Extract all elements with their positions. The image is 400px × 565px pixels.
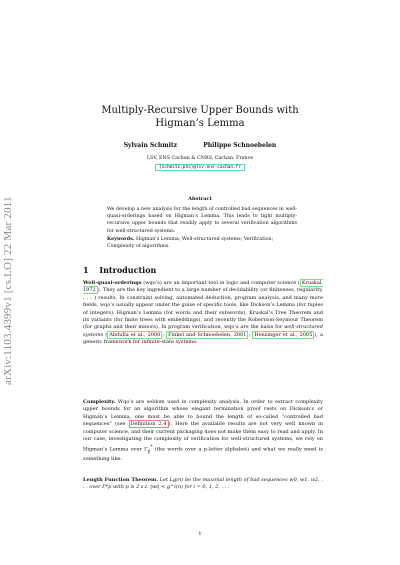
para2-lead: Complexity. xyxy=(83,399,116,405)
para1-text-6: ), a generic framework for infinite-state systems. xyxy=(83,331,323,346)
page-number: 1 xyxy=(198,531,202,537)
para2-text-2: ). Here the available results are not very well known in computer science, and their current packaging does not make them easy to read and apply. In our case, investigating the complexity of verification for well-structured systems, we rely on Higman’s Lemma over Γ xyxy=(83,421,323,454)
email-row xyxy=(0,164,400,171)
para1-text-2: ). They are the key ingredient to a large number of decidability (or finiteness, regularity, . . . ) results. In constraint solving, automated deduction, program analysis, and many more fields, wqo’s usually appear under the guise of specific tools, like Dickson’s Lemma (for tuples of integers), Higman’s Lemma (for words and their subwords), Kruskal’s Tree Theorem and its variants (for finite trees with embeddings), and recently the Robertson-Seymour Theorem (for graphs and their minors). In program verification, wqo’s are the basis for xyxy=(83,287,323,331)
theorem-heading: Length Function Theorem. xyxy=(83,477,159,483)
arxiv-identifier: arXiv:1103.4399v1 [cs.LO] 22 Mar 2011 xyxy=(2,196,14,385)
citation-henzinger[interactable]: Henzinger et al., 2005 xyxy=(254,331,313,338)
abstract-heading: Abstract xyxy=(188,196,212,202)
para2-sub: p xyxy=(147,449,151,455)
author-2: Philippe Schnoebelen xyxy=(203,142,277,149)
theorem-body: Let Lg(n) be the maximal length of bad sequences w0, w1, w2, . . . over Γ*p with p ≥ 2 s.t. |wi| < g^i(n) for i = 0, 1, 2, . . . xyxy=(83,477,324,491)
section-heading xyxy=(83,265,156,275)
para2-sup: * xyxy=(150,444,153,450)
author-1: Sylvain Schmitz xyxy=(123,142,178,149)
citation-finkel[interactable]: Finkel and Schnoebelen, 2001 xyxy=(168,331,247,338)
keywords xyxy=(107,236,297,250)
author-list xyxy=(0,142,400,149)
theorem-block xyxy=(83,477,323,492)
para2-text-3: (the words over a p-letter alphabet) and what we really need is something like: xyxy=(83,447,323,462)
para1-text-5: ; xyxy=(248,331,253,338)
title-line-2: Higman’s Lemma xyxy=(155,118,245,129)
para2-text-1: Wqo’s are seldom used in complexity analysis. In order to extract complexity upper bounds for an algorithm whose elegant termination proof rests on Dickson’s or Higman’s Lemma, one must be able to bound the length of so-called “controlled bad sequences” (see xyxy=(83,399,323,428)
para1-lead: Well-quasi-orderings xyxy=(83,280,142,286)
para1-text-3: ( xyxy=(103,331,108,338)
paper-title xyxy=(0,104,400,130)
title-line-1: Multiply-Recursive Upper Bounds with xyxy=(101,105,299,116)
citation-kruskal[interactable]: Kruskal, 1972 xyxy=(83,280,323,294)
paragraph-complexity xyxy=(83,399,323,463)
ref-definition[interactable]: Definition 2.4 xyxy=(130,421,167,428)
affiliation: LSV, ENS Cachan & CNRS, Cachan, France xyxy=(146,156,254,161)
email-link[interactable]: {schmitz,phs}@lsv.ens-cachan.fr xyxy=(155,164,245,171)
keywords-label: Keywords. xyxy=(107,236,135,242)
section-number: 1 xyxy=(83,265,89,275)
abstract-text: We develop a new analysis for the length of controlled bad sequences in well-quasi-orderings based on Higman’s Lemma. This leads to tight multiply-recursive upper bounds that readily apply to several verification algorithms for well-structured systems. xyxy=(107,207,297,234)
citation-abdulla[interactable]: Abdulla et al., 2000 xyxy=(109,331,161,338)
section-title: Introduction xyxy=(99,265,157,275)
para1-emphasis: well-structured systems xyxy=(83,324,323,338)
keywords-text: Higman’s Lemma; Well-structured systems; Verification; Complexity of algorithms. xyxy=(107,237,274,250)
para1-text-4: ; xyxy=(162,331,167,338)
para1-text-1: (wqo’s) are an important tool in logic and computer science ( xyxy=(141,280,300,286)
paragraph-wqo xyxy=(83,280,323,347)
